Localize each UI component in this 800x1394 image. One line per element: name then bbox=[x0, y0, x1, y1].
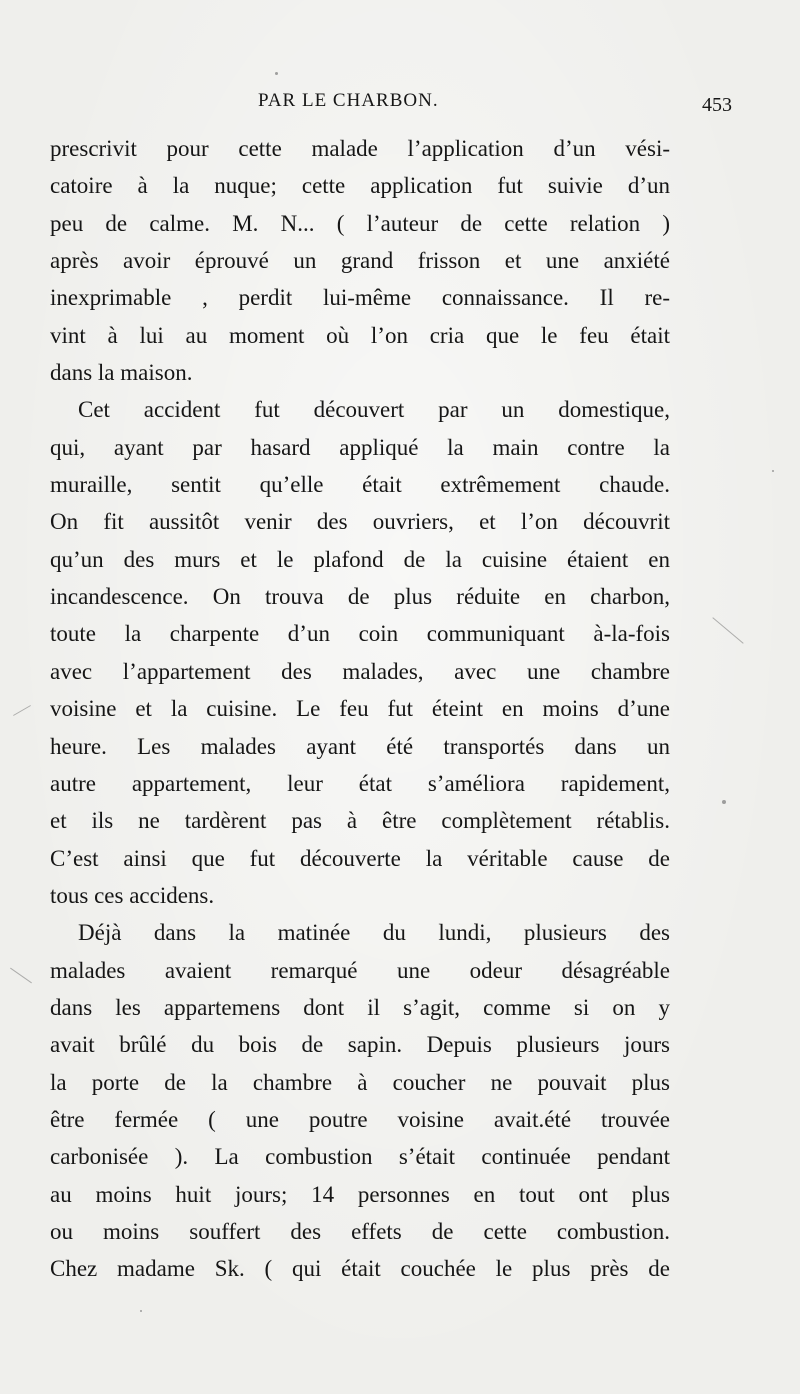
text-line: ou moins souffert des effets de cette combustion. bbox=[50, 1218, 670, 1244]
text-line: peu de calme. M. N... ( l’auteur de cette relation ) bbox=[50, 210, 670, 236]
text-line: prescrivit pour cette malade l’application d’un vési- bbox=[50, 136, 670, 161]
margin-mark bbox=[13, 705, 31, 716]
text-line: inexprimable , perdit lui-même connaissance. Il re- bbox=[50, 285, 670, 311]
text-line: avait brûlé du bois de sapin. Depuis plusieurs jours bbox=[50, 1032, 670, 1058]
scan-speck bbox=[140, 1310, 142, 1312]
margin-mark bbox=[712, 617, 743, 643]
paragraph-end-line: dans la maison. bbox=[50, 360, 193, 386]
page-number: 453 bbox=[702, 94, 732, 116]
text-line: qu’un des murs et le plafond de la cuisine étaient en bbox=[50, 546, 670, 572]
text-line: malades avaient remarqué une odeur désagréable bbox=[50, 957, 670, 983]
text-line: dans les appartemens dont il s’agit, comme si on y bbox=[50, 994, 670, 1020]
text-line: C’est ainsi que fut découverte la véritable cause de bbox=[50, 845, 670, 871]
running-head: PAR LE CHARBON. bbox=[258, 90, 439, 111]
text-line: la porte de la chambre à coucher ne pouvait plus bbox=[50, 1069, 670, 1095]
margin-mark bbox=[10, 968, 32, 984]
text-line: Chez madame Sk. ( qui était couchée le plus près de bbox=[50, 1256, 670, 1282]
text-line: avec l’appartement des malades, avec une chambre bbox=[50, 658, 670, 684]
text-line: incandescence. On trouva de plus réduite en charbon, bbox=[50, 584, 670, 610]
scan-speck bbox=[275, 72, 278, 75]
text-line: carbonisée ). La combustion s’était continuée pendant bbox=[50, 1144, 670, 1170]
text-line: autre appartement, leur état s’améliora rapidement, bbox=[50, 770, 670, 796]
text-line: qui, ayant par hasard appliqué la main contre la bbox=[50, 434, 670, 460]
text-line: catoire à la nuque; cette application fut suivie d’un bbox=[50, 173, 670, 199]
text-line: être fermée ( une poutre voisine avait.été trouvée bbox=[50, 1106, 670, 1132]
text-line: On fit aussitôt venir des ouvriers, et l’on découvrit bbox=[50, 509, 670, 535]
scan-speck bbox=[722, 800, 726, 804]
paragraph-end-line: tous ces accidens. bbox=[50, 882, 215, 908]
text-line: vint à lui au moment où l’on cria que le feu était bbox=[50, 322, 670, 348]
body-text bbox=[50, 130, 670, 1288]
text-line: au moins huit jours; 14 personnes en tout ont plus bbox=[50, 1181, 670, 1207]
text-line: et ils ne tardèrent pas à être complètement rétablis. bbox=[50, 808, 670, 834]
text-line: toute la charpente d’un coin communiquant à-la-fois bbox=[50, 621, 670, 647]
text-line: heure. Les malades ayant été transportés dans un bbox=[50, 733, 670, 759]
text-line: voisine et la cuisine. Le feu fut éteint en moins d’une bbox=[50, 696, 670, 722]
text-line: muraille, sentit qu’elle était extrêmement chaude. bbox=[50, 472, 670, 498]
scan-speck bbox=[772, 470, 774, 472]
paragraph-start-line: Cet accident fut découvert par un domestique, bbox=[78, 397, 670, 423]
page-header bbox=[48, 90, 752, 120]
paragraph-start-line: Déjà dans la matinée du lundi, plusieurs des bbox=[78, 920, 670, 946]
text-line: après avoir éprouvé un grand frisson et une anxiété bbox=[50, 248, 670, 274]
